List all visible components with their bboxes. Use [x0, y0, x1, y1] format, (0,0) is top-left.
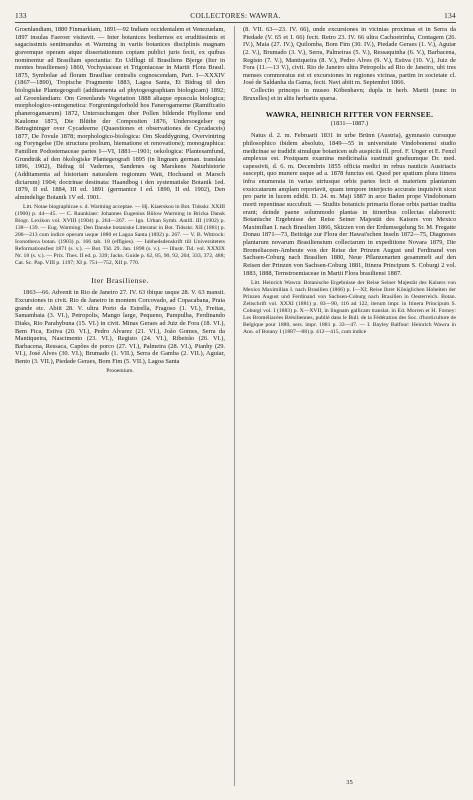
- collection-paragraph: Collectio princeps in museo Köbenhavn; dupla in herb. Martii (nunc in Bruxelles) et in aliis herbariis sparsa.: [243, 87, 456, 102]
- wawra-literature-note: Litt. Heinrich Wawra: Botanische Ergebnisse der Reise Seiner Majestät des Kaisers von Mexico Maximilian I. nach Brasilien (1866) p. I—XI; Reise Ihrer Königlichen Hoheiten der Prinzen August und Ferdinand von Sachsen-Coburg nach Brasilien in Oesterreich. Botan. Zeitschrift vol. XXXI (1881) p. 83—90, 116 ad 122, iterum impr. in Itinera Principum S. Coburgi vol. I (1883) p. X—XVII, in lingnam gallicam translat. in Ed. Morren et H. Forney: Les Broméliacées Brésiliennes, publié dans le Bull. de la Fédération des Soc. d'horticulture de Belgique pour 1880, sers. impr. 1881 p. 33—47. — I. Bayley Balfour: Heinrich Wawra in Ann. of Botany I (1887—88) p. 412—415, cum indice: [243, 280, 456, 336]
- wawra-entry-heading: WAWRA, HEINRICH RITTER VON FERNSEE.: [265, 110, 434, 120]
- itinerary-continuation-paragraph: (8. VII. 63—23. IV. 66), unde excursiones in vicinias proximas et in Serra da Piedade (V. 65 et I. 66) fecit. Retro 23. IV. 66 ultra Cachoeirinha, Contagem (26. IV.), Maia (27. IV.), Quilomba, Bom Fim (30. IV.), Piedade Geraes (1. V.), Aguiar (2. V.), Brumado (3. V.), Serra, Palmeiras (5. V.), Ressaquinha (6. V.), Barbacena, Registo (7. V.), Mantiqueira (8. V.), Pedro Alves (9. V.), Estiva (10. V.), Juiz de Fora (11.—13 V.), civit. Rio de Janeiro ultra Petropolis ad Rio de Janeiro, ubi tres menses commoratus est et excursiones in regiones vicinas, partim in societate cl. José de Saldanha da Gama, fecit. Navi abiit m. Septembri 1866.: [243, 26, 456, 87]
- running-title: COLLECTORES: WAWRA.: [190, 11, 281, 20]
- page-number-right: 134: [444, 11, 456, 20]
- section-heading-iter-brasiliense: Iter Brasiliense.: [91, 276, 149, 286]
- page-number-left: 133: [15, 11, 27, 20]
- left-column: [15, 26, 235, 786]
- warming-biography-paragraph: Groenlandiam, 1880 Finmarkiam, 1891—92 Indiam occidentalem et Venezuelam, 1897 insulas Faeroer visitavit. — Inter botanices bodiernos ex eruditissimis et sagacissimis sentimandus et Warming in variis botanices disciplinis magnam gravemque operam atque dissertationum copiam publici juris fecit, ex quibus nominentur ad Brasiliam spectantia: En Udflugt til Brasiliens Bjerge (Iter in montes brasilienses) 1860, Vochysiaceae et Trigoniaceae in Martii Flora Brasil. 1875, Symbolae ad floram Brasiliae centralis cognoscendam, Part. I—XXXIV (1867—1890), Tropische Fragmente 1883, Lagoa Santa, Et Bidrag til den biologiske Plantegeografi (additamenta ad phytogeographiam biologicam) 1892; ad Groenlandiam: Om Greenlands Vegetation 1888 aliaque opuscula biologica; morphologico-ontogenetica: Forgreningsforhold hos Fanerogamerne (Ramificatio phanerogamarum) 1872, Untersuchungen über Pollen bildende Phyllome und Kaulome 1873, Die Blüthe der Compositen 1876, Undersoegelser og Betragtninger over Cycadeerne (Quaestiones et observationes de Cycadaceis) 1877, De l'ovule 1878; morphologico-biologica: Om Skuddygning, Overvintring og Foryngelse (De structura prolium, hiematione et renovatione); monographica: Familien Podostemaceae partes I—VI, 1881—1901; oekologica: Plantesamfund, Grundträk af den ökologiske Plantegeografi 1895 (in lingnam german. translata 1896, 1902), Bidrag til Vadernes, Sandenes og Marskens Naturhistorie (Additamenta ad historiam naturalem regionum Watt, Hochsand et Marsch dictarum) 1904; doctrinae destinata: Haandbog i den systematiske Botanik 1ed. 1879, II ed. 1884, III ed. 1891 (germanice I ed. 1890, II ed. 1902), Den almindelige Botanik 1V ed. 1901.: [15, 26, 225, 201]
- right-column: [243, 26, 456, 786]
- running-header: [15, 0, 456, 20]
- signature-mark: 35: [346, 779, 353, 786]
- iter-paragraph: 1863—66. Advenit in Rio de Janeiro 27. IV. 63 ibique usque 28. V. 63 mansit. Excursiones in civit. Rio de Janeiro in montem Corcovado, ad Copacabana, Praia grande etc. Abiit 28. V. ultra Porto da Estrella, Fragoso (1. VI.), Freitas, Samambaia (3. VI.), Petropolis, Mango large, Pequeno, Pampulha, Ferdinando Diaks, Rio Parahybuna (15. VI.) in civit. Minas Geraes ad Juiz de Fora (18. VI.), Bem Fica, Estiva (20. VI.), Pedro Alvarez (21. VI.), João Gomes, Serra da Mantiqueira, Nascimento (23. VI.), Registo (24. VI.), Ribeirão (26. VI.), Barbacena, Ressaca, Capões de porco (27. VI.), Palmeira (28. VI.), Pianhy (29. VI.), José Alves (30. VI.), Brumado (1. VII.), Serra de Gamba (2. VII.), Aguiar, Bento (3. VII.), Piedade Geraes, Bom Fim (5. VII.), Lagoa Santa: [15, 289, 225, 365]
- two-column-body: [15, 26, 456, 786]
- wawra-biography-paragraph: Natus d. 2. m. Februarii 1831 in urbe Brünn (Austria), gymnasio cursuque philosophico ibidem absoluto, 1849—55 in universitate Vindobonensi studio medicinae se tradidit simulque botanicen sub auspiciis ill. prof. F. Unger et E. Fenzl amplexus est. Postquam examina medicinalia sustinuit graduumque Dr. med. capessivit, d. 6. m. Decembris 1855 officia medici in rebus nauticis Austriacis suscepit, quo munere usque ad a. 1878 functus est. Quod per spatium plura itinera infra enumerata in varias utriusque orbis partes fecit et materiem plantarum exsiccatarum amplam reportavit, quam tempore interjecto accurate inquisivit sicut pro parte in lucem edidit. D. 24. m. Maji 1887 in arce Baden prope Vindobonam morti repentinae succubuit. — Studiis botanicis primaria florae orbis partiae tradita erant; deinde paene solummodo plantas in itineribus collectas elaboravit: Botanische Ergebnisse der Reise Seiner Majestät des Kaisers von Mexico Maximilian I. nach Brasilien 1866, Skizzen von der Erdumsegelung Sr. M. Fregatte Donau 1871—73, Beiträge zur Flora der Hawai'schen Inseln 1872—75, Diagnoses plantarum novarum Brasiliensium collectarum in expeditione Novara 1879, Die Bromeliaceen-Ambeute von der Reise der Prinzen August und Ferdinand von Sachsen-Coburg nach Brasilien 1880, Neue Pflanzenarten gesammelt auf den Reisen der Prinzen von Sachsen-Coburg 1881, Itinera Principum S. Coburgi 2 vol. 1883, 1888, Ternstroemiaceae in Martii Flora brasiliensi 1887.: [243, 132, 456, 277]
- warming-literature-note: Litt. Notae biographicae s. d. Warming acceptae. — Hj. Kiaerskou in Bot. Tidsskr. XXIII (1900) p. 44—45. — C. Raunkiaer: Johannes Eugenius Bülow Warming in Bricka Dansk Biogr. Lexikon vol. XVIII (1904) p. 264—267. — Ign. Urban Symb. Antill. III (1902) p. 138—139. — Eug. Warming: Den Danske botaniske Litteratur in Bot. Tidsskr. XII (1881) p. 206—213 cum indice operum usque 1880 et Lagoa Santa (1892) p. 267. — V. B. Wittrock: Iconotheca botan. (1903) p. 166 tab. 18 (effigies). — Iubhedsdenskrift till Universitetets Reformationsfest 1871 (s. v.). — Bot. Tid. 29. Jan. 1898 (s. v.). — Illustr. Tid. vol. XXXIX Nr. 18 (s. v.). — Prix. Thes. II ed. p. 339; Jacks. Guide p. 62, 85, 90, 92, 204, 333, 372, 488; Cat. Sc. Pap. VIII p. 1197; XI p. 751—752, XII p. 770.: [15, 204, 225, 267]
- header-rule: [15, 22, 456, 23]
- footer-word: Prooemium.: [106, 367, 134, 374]
- wawra-life-dates: (1831—1887.): [330, 120, 369, 128]
